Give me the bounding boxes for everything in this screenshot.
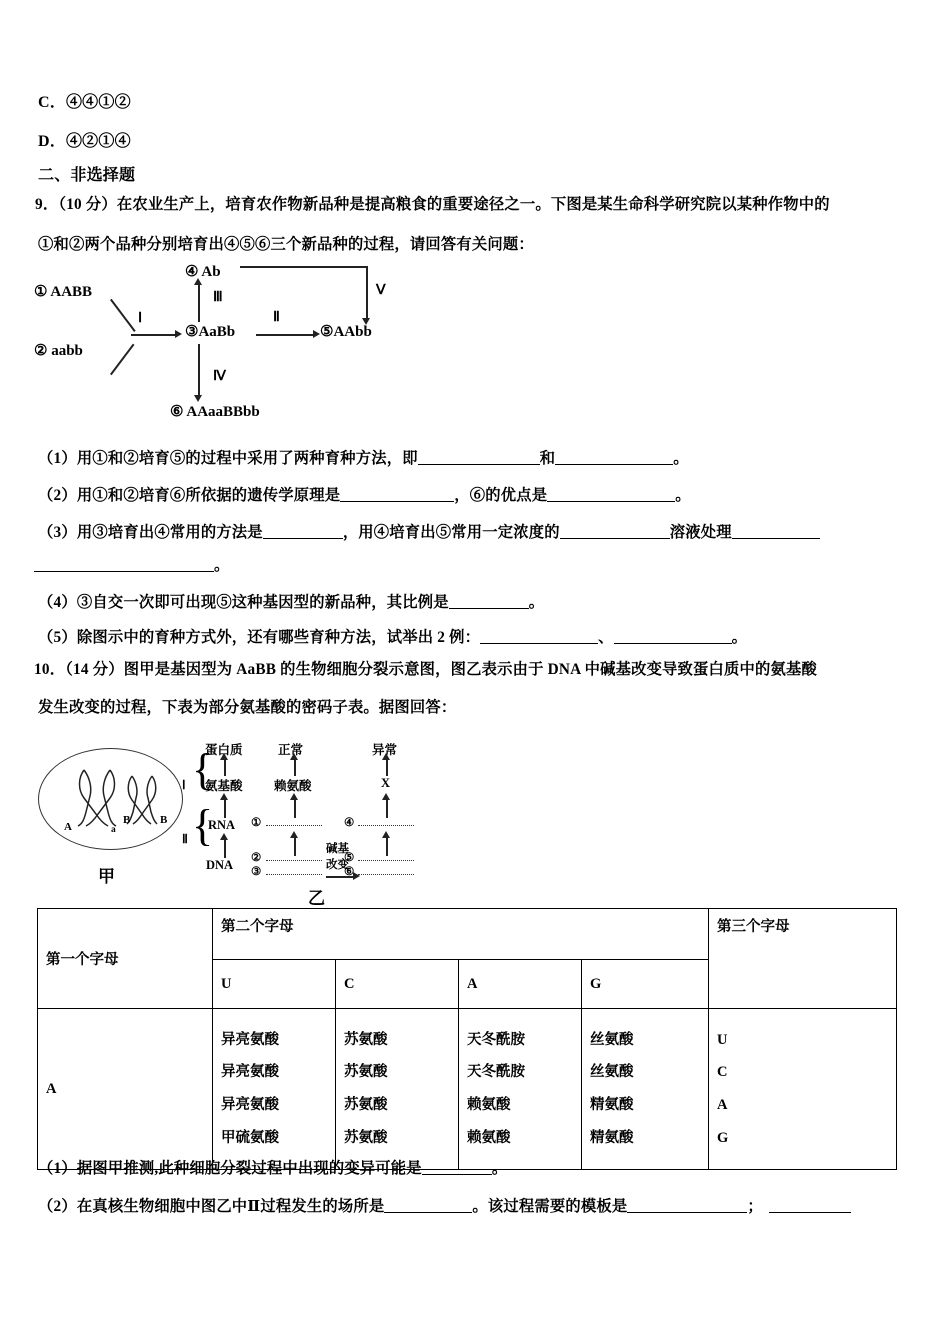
q10-sub2-blank-1[interactable] <box>384 1198 472 1213</box>
q10-sub2-text-b: 。该过程需要的模板是 <box>472 1198 628 1215</box>
label-base-change-1: 碱基 <box>326 843 349 855</box>
diagram-arrow-v-head <box>362 318 370 325</box>
q9-sub5-text-b: 、 <box>598 629 614 646</box>
header-first-letter: 第一个字母 <box>38 909 213 1009</box>
q9-stem-line-1: 9．（10 分）在农业生产上，培育农作物新品种是提高粮食的重要途径之一。下图是某生命科学研究院以某种作物中的 <box>35 196 830 213</box>
cell-value: 精氨酸 <box>590 1097 634 1113</box>
cell-value: 甲硫氨酸 <box>221 1129 279 1146</box>
normal-arrow-2-head <box>290 793 298 800</box>
q9-sub5-blank-1[interactable] <box>480 629 598 644</box>
q9-sub-5 <box>38 629 747 647</box>
q10-sub1-text-a: （1）据图甲推测,此种细胞分裂过程中出现的变异可能是 <box>38 1160 422 1177</box>
q9-sub3-blank-4[interactable] <box>34 557 214 572</box>
q10-sub1-text-b: 。 <box>491 1160 508 1177</box>
option-d: D．④②①④ <box>38 133 131 150</box>
cell-value: 异亮氨酸 <box>221 1064 279 1081</box>
q9-sub1-text-b: 和 <box>539 450 556 467</box>
arrow-aa-to-protein-shaft <box>224 758 226 776</box>
diagram-node-6: ⑥ AAaaBBbb <box>170 404 260 420</box>
breeding-process-diagram <box>30 262 460 437</box>
normal-arrow-1-head <box>290 753 298 760</box>
section-heading: 二、非选择题 <box>38 167 136 184</box>
chromosome-label-B2: B <box>160 814 168 826</box>
diagram-step-4: Ⅳ <box>213 369 226 384</box>
strand-line-4 <box>358 825 414 826</box>
subheader-u: U <box>213 960 336 1009</box>
cell-value: 精氨酸 <box>590 1129 634 1146</box>
subheader-c: C <box>336 960 459 1009</box>
strand-line-6 <box>358 874 414 875</box>
q9-sub1-blank-1[interactable] <box>418 450 540 465</box>
cell-col-g <box>582 1009 709 1170</box>
q10-sub2-text-c: ； <box>747 1198 763 1215</box>
cell-value: 赖氨酸 <box>467 1129 511 1146</box>
q9-sub4-text-a: （4）③自交一次即可出现⑤这种基因型的新品种，其比例是 <box>38 594 449 611</box>
q9-sub-2 <box>38 487 691 505</box>
q9-stem-line-2: ①和②两个品种分别培育出④⑤⑥三个新品种的过程，请回答有关问题： <box>38 236 534 253</box>
option-c-text: ④④①② <box>65 94 131 111</box>
abnormal-arrow-2-head <box>382 793 390 800</box>
label-normal: 正常 <box>278 743 304 757</box>
cell-value: 苏氨酸 <box>344 1097 388 1113</box>
diagram-node-2: ② aabb <box>34 343 83 359</box>
table-row <box>38 1009 897 1170</box>
bracket-label-I: Ⅰ <box>182 778 186 792</box>
brace-II: { <box>192 801 214 850</box>
abnormal-arrow-1-shaft <box>386 758 388 776</box>
diagram-arrow-iv-head <box>194 395 202 402</box>
q9-sub2-blank-2[interactable] <box>547 487 675 502</box>
cell-value: 丝氨酸 <box>590 1031 634 1048</box>
diagram-step-1: Ⅰ <box>138 311 143 326</box>
subheader-g: G <box>582 960 709 1009</box>
diagram-step-3: Ⅲ <box>213 290 223 305</box>
q10-sub-1 <box>38 1160 507 1178</box>
cell-value: 苏氨酸 <box>344 1129 388 1146</box>
label-amino-acid: 氨基酸 <box>205 779 243 793</box>
normal-arrow-3-shaft <box>294 836 296 856</box>
chromosome-label-B1: B <box>123 814 131 826</box>
q10-sub-2 <box>38 1198 851 1216</box>
q9-sub3-blank-3[interactable] <box>732 524 820 539</box>
q9-sub3-blank-1[interactable] <box>263 524 343 539</box>
strand-line-5 <box>358 860 414 861</box>
diagram-step-2: Ⅱ <box>273 310 280 325</box>
cell-col-third-letter <box>709 1009 897 1170</box>
abnormal-arrow-3-shaft <box>386 836 388 856</box>
arrow-rna-to-aa-head <box>220 793 228 800</box>
cell-value: 天冬酰胺 <box>467 1064 525 1081</box>
strand-label-6: ⑥ <box>344 866 355 878</box>
q9-sub3-blank-2[interactable] <box>560 524 670 539</box>
normal-arrow-3-head <box>290 831 298 838</box>
strand-line-1 <box>266 825 322 826</box>
q9-sub2-text-c: 。 <box>675 487 691 504</box>
q9-sub1-text-c: 。 <box>673 450 689 467</box>
subheader-a: A <box>459 960 582 1009</box>
diagram-step-5: Ⅴ <box>376 283 386 298</box>
strand-line-3 <box>266 874 322 875</box>
q9-sub1-text-a: （1）用①和②培育⑤的过程中采用了两种育种方法，即 <box>38 450 418 467</box>
cell-value: 异亮氨酸 <box>221 1097 279 1113</box>
bracket-label-II: Ⅱ <box>182 832 188 846</box>
option-c-letter: C <box>38 94 50 111</box>
q9-sub5-blank-2[interactable] <box>614 629 732 644</box>
label-dna: DNA <box>206 858 234 872</box>
header-third-letter: 第三个字母 <box>709 909 897 1009</box>
option-d-letter: D <box>38 133 50 150</box>
normal-arrow-1-shaft <box>294 758 296 776</box>
strand-label-3: ③ <box>251 866 262 878</box>
chromosome-label-a: a <box>111 825 116 835</box>
strand-label-1: ① <box>251 817 262 829</box>
diagram-node-1: ① AABB <box>34 284 93 300</box>
diagram-line-from-node1 <box>110 299 135 332</box>
q9-sub4-blank-1[interactable] <box>449 594 529 609</box>
abnormal-arrow-2-shaft <box>386 798 388 818</box>
label-x: X <box>381 776 391 790</box>
q10-stem-line-2: 发生改变的过程，下表为部分氨基酸的密码子表。据图回答： <box>38 699 457 716</box>
diagram-node-3: ③AaBb <box>185 324 236 340</box>
diagram-arrow-iv-shaft <box>198 344 200 398</box>
cell-value: 苏氨酸 <box>344 1031 388 1048</box>
q9-sub3-text-c: 溶液处理 <box>669 524 732 541</box>
diagram-node-5: ⑤AAbb <box>320 324 372 340</box>
cell-value: 异亮氨酸 <box>221 1031 279 1048</box>
label-base-change-2: 改变 <box>326 859 349 871</box>
arrow-dna-to-rna-head <box>220 833 228 840</box>
cell-value: 丝氨酸 <box>590 1064 634 1081</box>
strand-label-4: ④ <box>344 817 355 829</box>
cell-diagram-jia <box>38 748 183 850</box>
cell-col-a <box>459 1009 582 1170</box>
q9-sub2-blank-1[interactable] <box>340 487 454 502</box>
abnormal-arrow-3-head <box>382 831 390 838</box>
diagram-arrow-ii-shaft <box>256 334 314 336</box>
arrow-rna-to-aa-shaft <box>224 798 226 818</box>
diagram-arrow-iii-head <box>194 278 202 285</box>
q10-sub2-blank-3[interactable] <box>769 1198 851 1213</box>
abnormal-arrow-1-head <box>382 753 390 760</box>
q9-sub4-text-b: 。 <box>528 594 545 611</box>
option-c: C．④④①② <box>38 94 131 111</box>
q10-figure <box>38 740 458 915</box>
q9-sub2-text-b: ，⑥的优点是 <box>454 487 548 504</box>
arrow-dna-to-rna-shaft <box>224 838 226 858</box>
cell-col-c <box>336 1009 459 1170</box>
header-second-letter: 第二个字母 <box>213 909 709 960</box>
diagram-node-4: ④ Ab <box>185 264 221 280</box>
cell-value: 赖氨酸 <box>467 1097 511 1113</box>
diagram-arrow-v-top <box>240 266 368 268</box>
codon-table <box>37 908 897 1170</box>
cell-value: A <box>717 1097 728 1113</box>
label-lysine: 赖氨酸 <box>274 779 312 793</box>
diagram-arrow-iii-shaft <box>198 284 200 322</box>
q9-sub-1 <box>38 450 689 468</box>
caption-yi: 乙 <box>308 889 325 908</box>
cell-col-u <box>213 1009 336 1170</box>
cell-value: U <box>717 1031 728 1048</box>
option-d-text: ④②①④ <box>65 133 131 150</box>
row-letter-a: A <box>38 1009 213 1170</box>
chromosome-label-A: A <box>64 821 72 833</box>
q9-sub-4 <box>38 594 544 612</box>
label-abnormal: 异常 <box>372 743 398 757</box>
caption-jia: 甲 <box>98 867 115 886</box>
label-rna: RNA <box>208 818 236 832</box>
diagram-arrow-v-side <box>366 266 368 321</box>
q9-sub3-text-b: ，用④培育出⑤常用一定浓度的 <box>342 524 560 541</box>
diagram-line-from-node2 <box>110 344 134 375</box>
diagram-arrow-i-shaft <box>131 334 175 336</box>
q9-sub5-text-a: （5）除图示中的育种方式外，还有哪些育种方法，试举出 2 例： <box>38 629 481 646</box>
diagram-arrow-ii-head <box>313 330 320 338</box>
cell-value: C <box>717 1064 728 1081</box>
brace-I: { <box>192 745 214 794</box>
diagram-arrow-i-head <box>175 330 182 338</box>
q9-sub5-text-c: 。 <box>731 629 748 646</box>
cell-value: 天冬酰胺 <box>467 1031 525 1048</box>
strand-label-5: ⑤ <box>344 852 355 864</box>
q10-sub2-text-a: （2）在真核生物细胞中图乙中Ⅱ过程发生的场所是 <box>38 1198 385 1215</box>
q9-sub1-blank-2[interactable] <box>555 450 673 465</box>
q9-sub3-text-d: 。 <box>214 557 230 574</box>
cell-value: 苏氨酸 <box>344 1064 388 1081</box>
chromosomes-svg <box>38 748 181 848</box>
q9-sub3-text-a: （3）用③培育出④常用的方法是 <box>38 524 263 541</box>
q10-sub1-blank-1[interactable] <box>422 1160 492 1175</box>
cell-value: G <box>717 1129 729 1146</box>
q10-stem-line-1: 10．（14 分）图甲是基因型为 AaBB 的生物细胞分裂示意图，图乙表示由于 DNA 中碱基改变导致蛋白质中的氨基酸 <box>34 661 818 678</box>
normal-arrow-2-shaft <box>294 798 296 818</box>
q9-sub-3 <box>38 524 820 542</box>
q9-sub-3-continued <box>34 557 230 575</box>
q10-sub2-blank-2[interactable] <box>627 1198 747 1213</box>
table-header-row <box>38 909 897 960</box>
label-protein: 蛋白质 <box>205 743 243 757</box>
strand-line-2 <box>266 860 322 861</box>
strand-label-2: ② <box>251 852 262 864</box>
arrow-aa-to-protein-head <box>220 753 228 760</box>
q9-sub2-text-a: （2）用①和②培育⑥所依据的遗传学原理是 <box>38 487 341 504</box>
